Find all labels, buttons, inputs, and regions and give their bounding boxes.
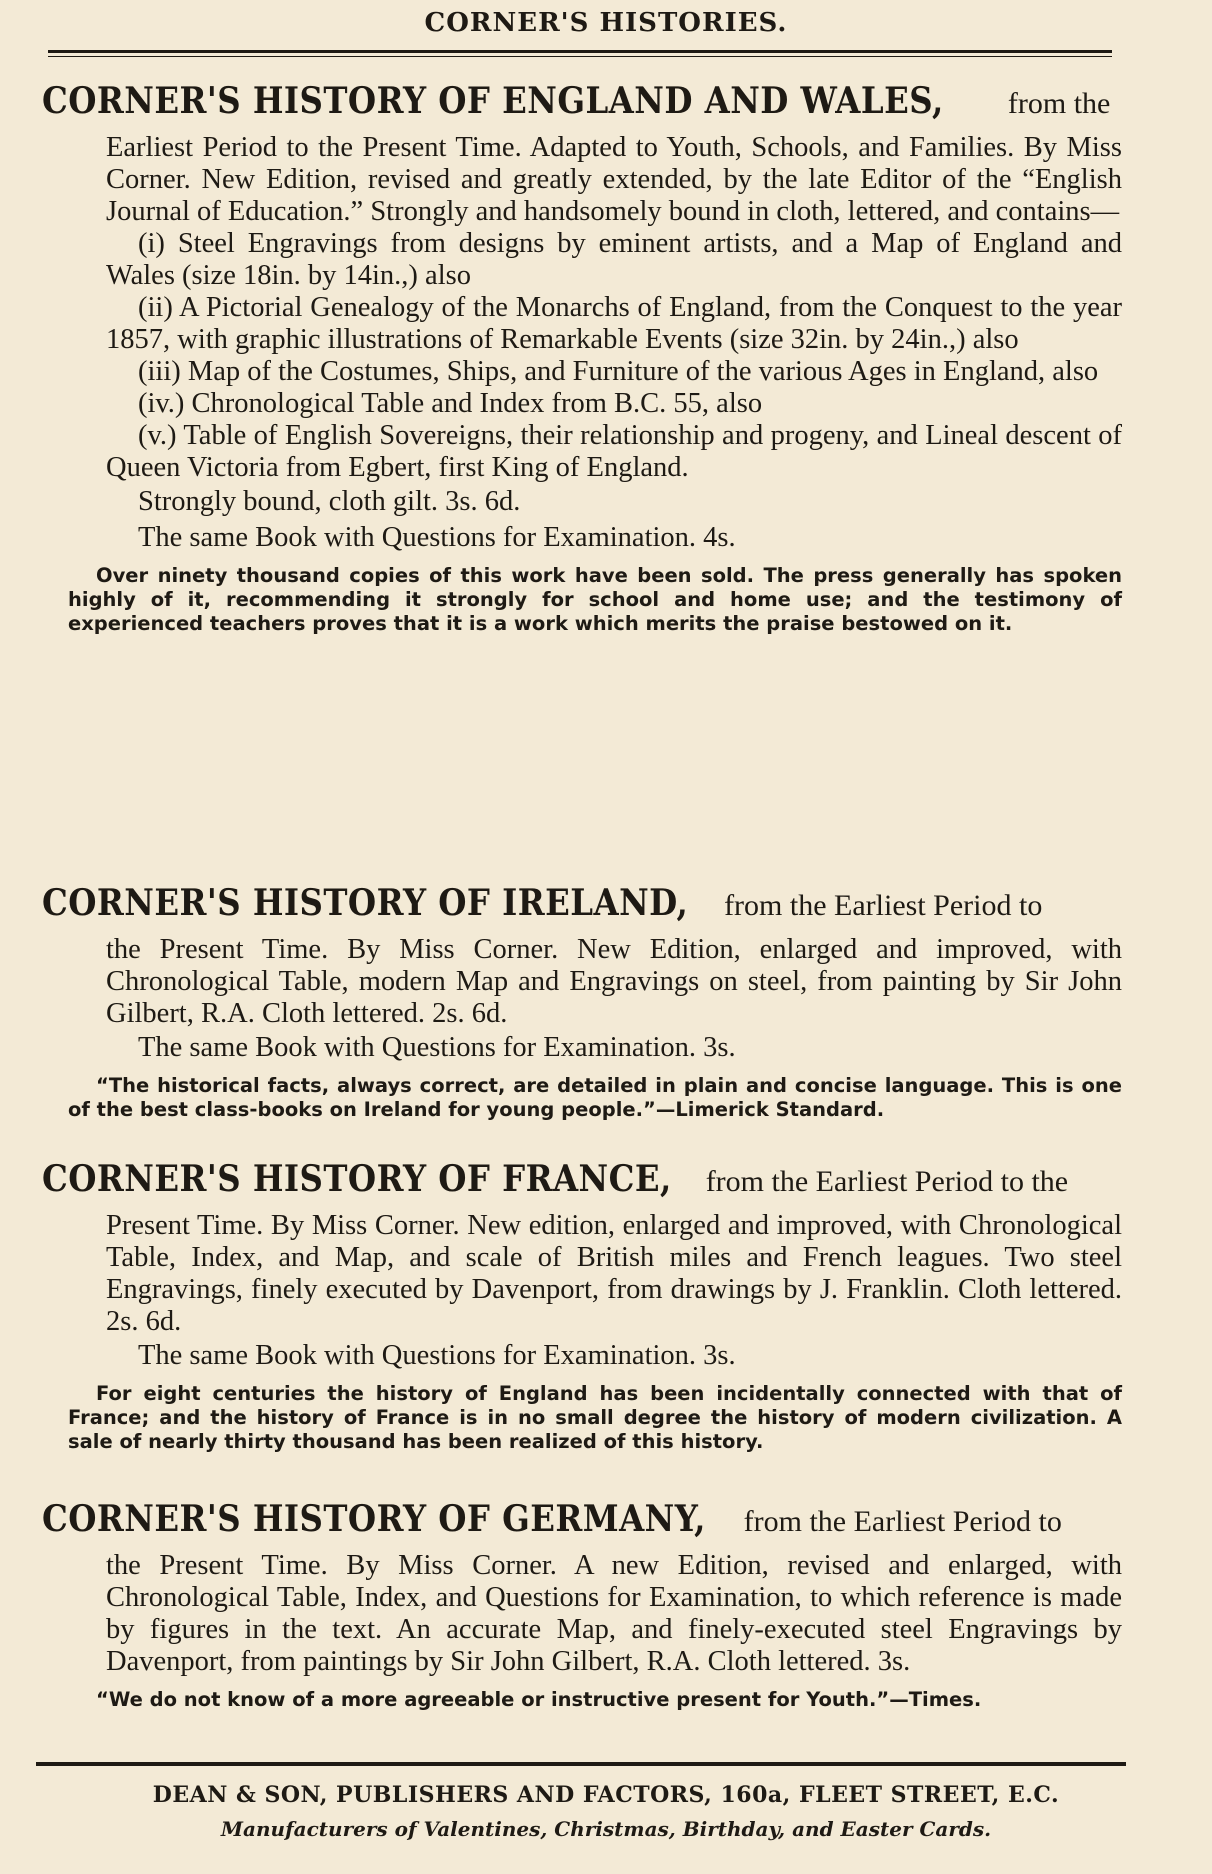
- entry-description: [106, 1210, 1122, 1338]
- price-line: Strongly bound, cloth gilt. 3s. 6d.: [138, 486, 521, 517]
- entry-paragraph: the Present Time. By Miss Corner. A new Edition, revised and enlarged, with Chronological Table, Index, and Questions for Examination, to which reference is made by figures in the text. An accurate Map, and finely-executed steel Engravings by Davenport, from paintings by Sir John Gilbert, R.A. Cloth lettered. 3s.: [106, 1550, 1122, 1677]
- entry-germany: [42, 1496, 1122, 1712]
- contents-item: (iii) Map of the Costumes, Ships, and Furniture of the various Ages in England, also: [138, 356, 1099, 387]
- entry-title-continuation: from the Earliest Period to: [724, 889, 1043, 922]
- entry-heading: [42, 880, 1122, 934]
- entry-heading: [42, 1156, 1122, 1210]
- bottom-rule: [36, 1762, 1126, 1766]
- entry-title: CORNER'S HISTORY OF FRANCE,: [42, 1158, 672, 1200]
- entry-paragraph: Earliest Period to the Present Time. Adapted to Youth, Schools, and Families. By Miss Corner. New Edition, revised and greatly extended, by the late Editor of the “English Journal of Education.” Strongly and handsomely bound in cloth, lettered, and contains—: [106, 132, 1122, 227]
- price-line: The same Book with Questions for Examination. 3s.: [138, 1340, 736, 1371]
- entry-england-wales: [42, 78, 1122, 636]
- price-line: The same Book with Questions for Examination. 4s.: [138, 522, 736, 553]
- entry-title: CORNER'S HISTORY OF IRELAND,: [42, 882, 689, 924]
- price-line: The same Book with Questions for Examination. 3s.: [138, 1032, 736, 1063]
- running-head: CORNER'S HISTORIES.: [424, 8, 788, 38]
- contents-item: (ii) A Pictorial Genealogy of the Monarchs of England, from the Conquest to the year 1857, with graphic illustrations of Remarkable Events (size 32in. by 24in.,) also: [106, 292, 1122, 355]
- entry-description: [106, 132, 1122, 484]
- entry-paragraph: Present Time. By Miss Corner. New edition, enlarged and improved, with Chronological Table, Index, and Map, and scale of British miles and French leagues. Two steel Engravings, finely executed by Davenport, from drawings by J. Franklin. Cloth lettered. 2s. 6d.: [106, 1210, 1122, 1337]
- entry-description: [106, 1550, 1122, 1678]
- entry-title-continuation: from the: [1007, 87, 1111, 120]
- entry-heading: [42, 1496, 1122, 1550]
- entry-france: [42, 1156, 1122, 1454]
- publisher-imprint: DEAN & SON, PUBLISHERS AND FACTORS, 160a, FLEET STREET, E.C.: [152, 1782, 1060, 1808]
- entry-ireland: [42, 880, 1122, 1122]
- contents-item: (iv.) Chronological Table and Index from B.C. 55, also: [138, 388, 763, 419]
- entry-title: CORNER'S HISTORY OF GERMANY,: [42, 1498, 706, 1540]
- review-note: For eight centuries the history of England has been incidentally connected with that of France; and the history of France is in no small degree the history of modern civilization. A sale of nearly thirty thousand has been realized of this history.: [68, 1382, 1122, 1453]
- contents-item: (i) Steel Engravings from designs by eminent artists, and a Map of England and Wales (size 18in. by 14in.,) also: [106, 228, 1122, 291]
- manufacturers-line: Manufacturers of Valentines, Christmas, Birthday, and Easter Cards.: [220, 1817, 992, 1841]
- review-note: Over ninety thousand copies of this work have been sold. The press generally has spoken highly of it, recommending it strongly for school and home use; and the testimony of experienced teachers proves that it is a work which merits the praise bestowed on it.: [68, 564, 1122, 635]
- top-rule-thin: [48, 56, 1112, 57]
- entry-title: CORNER'S HISTORY OF ENGLAND AND WALES,: [42, 80, 944, 122]
- entry-heading: [42, 78, 1122, 132]
- review-note: “The historical facts, always correct, are detailed in plain and concise language. This is one of the best class-books on Ireland for young people.”—Limerick Standard.: [68, 1074, 1122, 1121]
- entry-title-continuation: from the Earliest Period to the: [705, 1165, 1069, 1198]
- contents-item: (v.) Table of English Sovereigns, their relationship and progeny, and Lineal descent of Queen Victoria from Egbert, first King of England.: [106, 420, 1122, 483]
- entry-title-continuation: from the Earliest Period to: [743, 1505, 1062, 1538]
- entry-paragraph: the Present Time. By Miss Corner. New Edition, enlarged and improved, with Chronological Table, modern Map and Engravings on steel, from painting by Sir John Gilbert, R.A. Cloth lettered. 2s. 6d.: [106, 934, 1122, 1029]
- entry-description: [106, 934, 1122, 1030]
- review-note: “We do not know of a more agreeable or instructive present for Youth.”—Times.: [96, 1688, 982, 1711]
- top-rule: [48, 50, 1112, 53]
